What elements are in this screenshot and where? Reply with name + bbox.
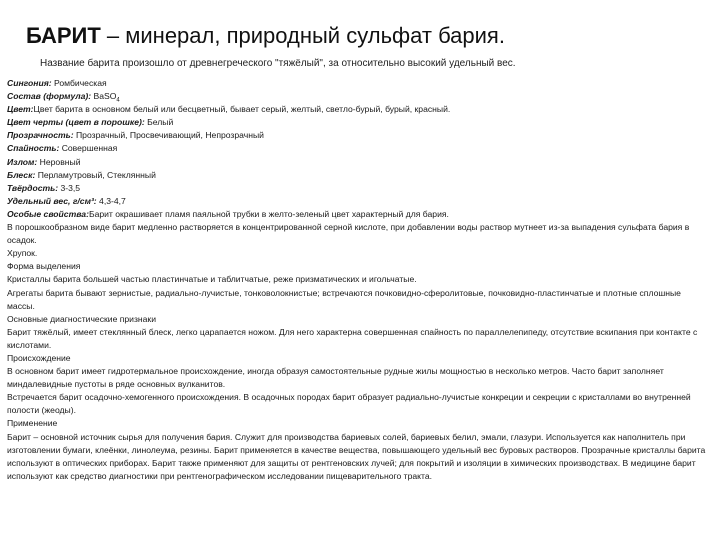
slide-title — [26, 22, 706, 50]
section-heading: Форма выделения — [7, 261, 81, 272]
property-label: Излом: — [7, 156, 38, 167]
property-label: Цвет черты (цвет в порошке): — [7, 117, 145, 128]
property-line — [7, 208, 707, 221]
paragraph: В основном барит имеет гидротермальное происхождение, иногда образуя самостоятельные рудные жилы мощностью в несколько метров. Часто барит заполняет миндалевидные пустоты в рядe основных вулканитов. — [7, 366, 664, 390]
property-line — [7, 103, 707, 116]
paragraph: Встречается барит осадочно-хемогенного происхождения. В осадочных породах барит образует радиально-лучистые конкреции и секреции с кристаллами во внутренней полости (жеоды). — [7, 392, 691, 416]
paragraph: В порошкообразном виде барит медленно растворяется в концентрированной серной кислоте, при добавлении воды раствор мутнеет из-за выпадения сульфата бария в осадок. — [7, 222, 690, 246]
paragraph: Кристаллы барита большей частью пластинчатые и таблитчатые, реже призматических и игольчатые. — [7, 274, 417, 285]
formula-subscript: 4 — [116, 97, 120, 104]
paragraph: Барит – основной источник сырья для получения бария. Служит для производства бариевых солей, бариевых белил, эмали, глазури. Используется как наполнитель при изготовлении бумаги, клеёнки, линолеума, резины. Барит применяется в качестве вещества, повышающего удельный вес буровых растворов. Прозрачные кристаллы барита используют в оптических приборах. Барит также применяют для защиты от рентгеновских лучей; для покрытий и изоляции в химических производствах. В медицине барит используют как средство диагностики при рентгенографическом исследовании пищеварительного тракта. — [7, 431, 706, 481]
property-value: Совершенная — [59, 143, 118, 154]
property-value: Цвет барита в основном белый или бесцветный, бывает серый, желтый, светло-бурый, бурый, красный. — [33, 104, 451, 115]
property-line — [7, 169, 707, 182]
property-line — [7, 195, 707, 208]
property-value: Прозрачный, Просвечивающий, Непрозрачный — [73, 130, 264, 141]
property-value: Белый — [144, 117, 174, 128]
section-heading: Применение — [7, 418, 58, 429]
property-label: Цвет: — [7, 104, 34, 115]
paragraph: Агрегаты барита бывают зернистые, радиально-лучистые, тонковолокнистые; встречаются почковидно-сферолитовые, почковидно-пластинчатые и плотные сплошные массы. — [7, 287, 681, 311]
property-value: 3-3,5 — [58, 182, 81, 193]
paragraph: Барит тяжёлый, имеет стеклянный блеск, легко царапается ножом. Для него характерна совершенная спайность по параллелепипеду, отсутствие вскипания при контакте с кислотами. — [7, 326, 698, 350]
property-label: Удельный вес, г/см³: — [7, 195, 97, 206]
property-label: Прозрачность: — [7, 130, 74, 141]
property-line — [7, 90, 707, 103]
property-value: BaSO — [91, 91, 117, 102]
title-bold: БАРИТ — [26, 23, 101, 48]
property-line — [7, 116, 707, 129]
property-line — [7, 129, 707, 142]
property-value: Ромбическая — [51, 78, 107, 88]
property-value: 4,3-4,7 — [96, 195, 126, 206]
property-label: Блеск: — [7, 169, 36, 180]
property-value: Барит окрашивает пламя паяльной трубки в желто-зеленый цвет характерный для бария. — [88, 208, 449, 219]
property-label: Твёрдость: — [7, 182, 59, 193]
property-line — [7, 77, 707, 90]
subtitle: Название барита произошло от древнегреческого "тяжёлый", за относительно высокий удельный вес. — [40, 58, 516, 69]
property-label: Спайность: — [7, 143, 60, 154]
property-label: Особые свойства: — [7, 208, 89, 219]
property-value: Неровный — [37, 156, 81, 167]
property-value: Перламутровый, Стеклянный — [35, 169, 156, 180]
section-heading: Основные диагностические признаки — [7, 313, 156, 324]
property-line — [7, 156, 707, 169]
property-line — [7, 142, 707, 155]
body-text — [7, 77, 707, 483]
section-heading: Происхождение — [7, 352, 71, 363]
title-rest: – минерал, природный сульфат бария. — [100, 23, 505, 48]
property-line — [7, 182, 707, 195]
property-label: Сингония: — [7, 78, 52, 88]
paragraph: Хрупок. — [7, 248, 38, 259]
property-label: Состав (формула): — [7, 91, 92, 102]
